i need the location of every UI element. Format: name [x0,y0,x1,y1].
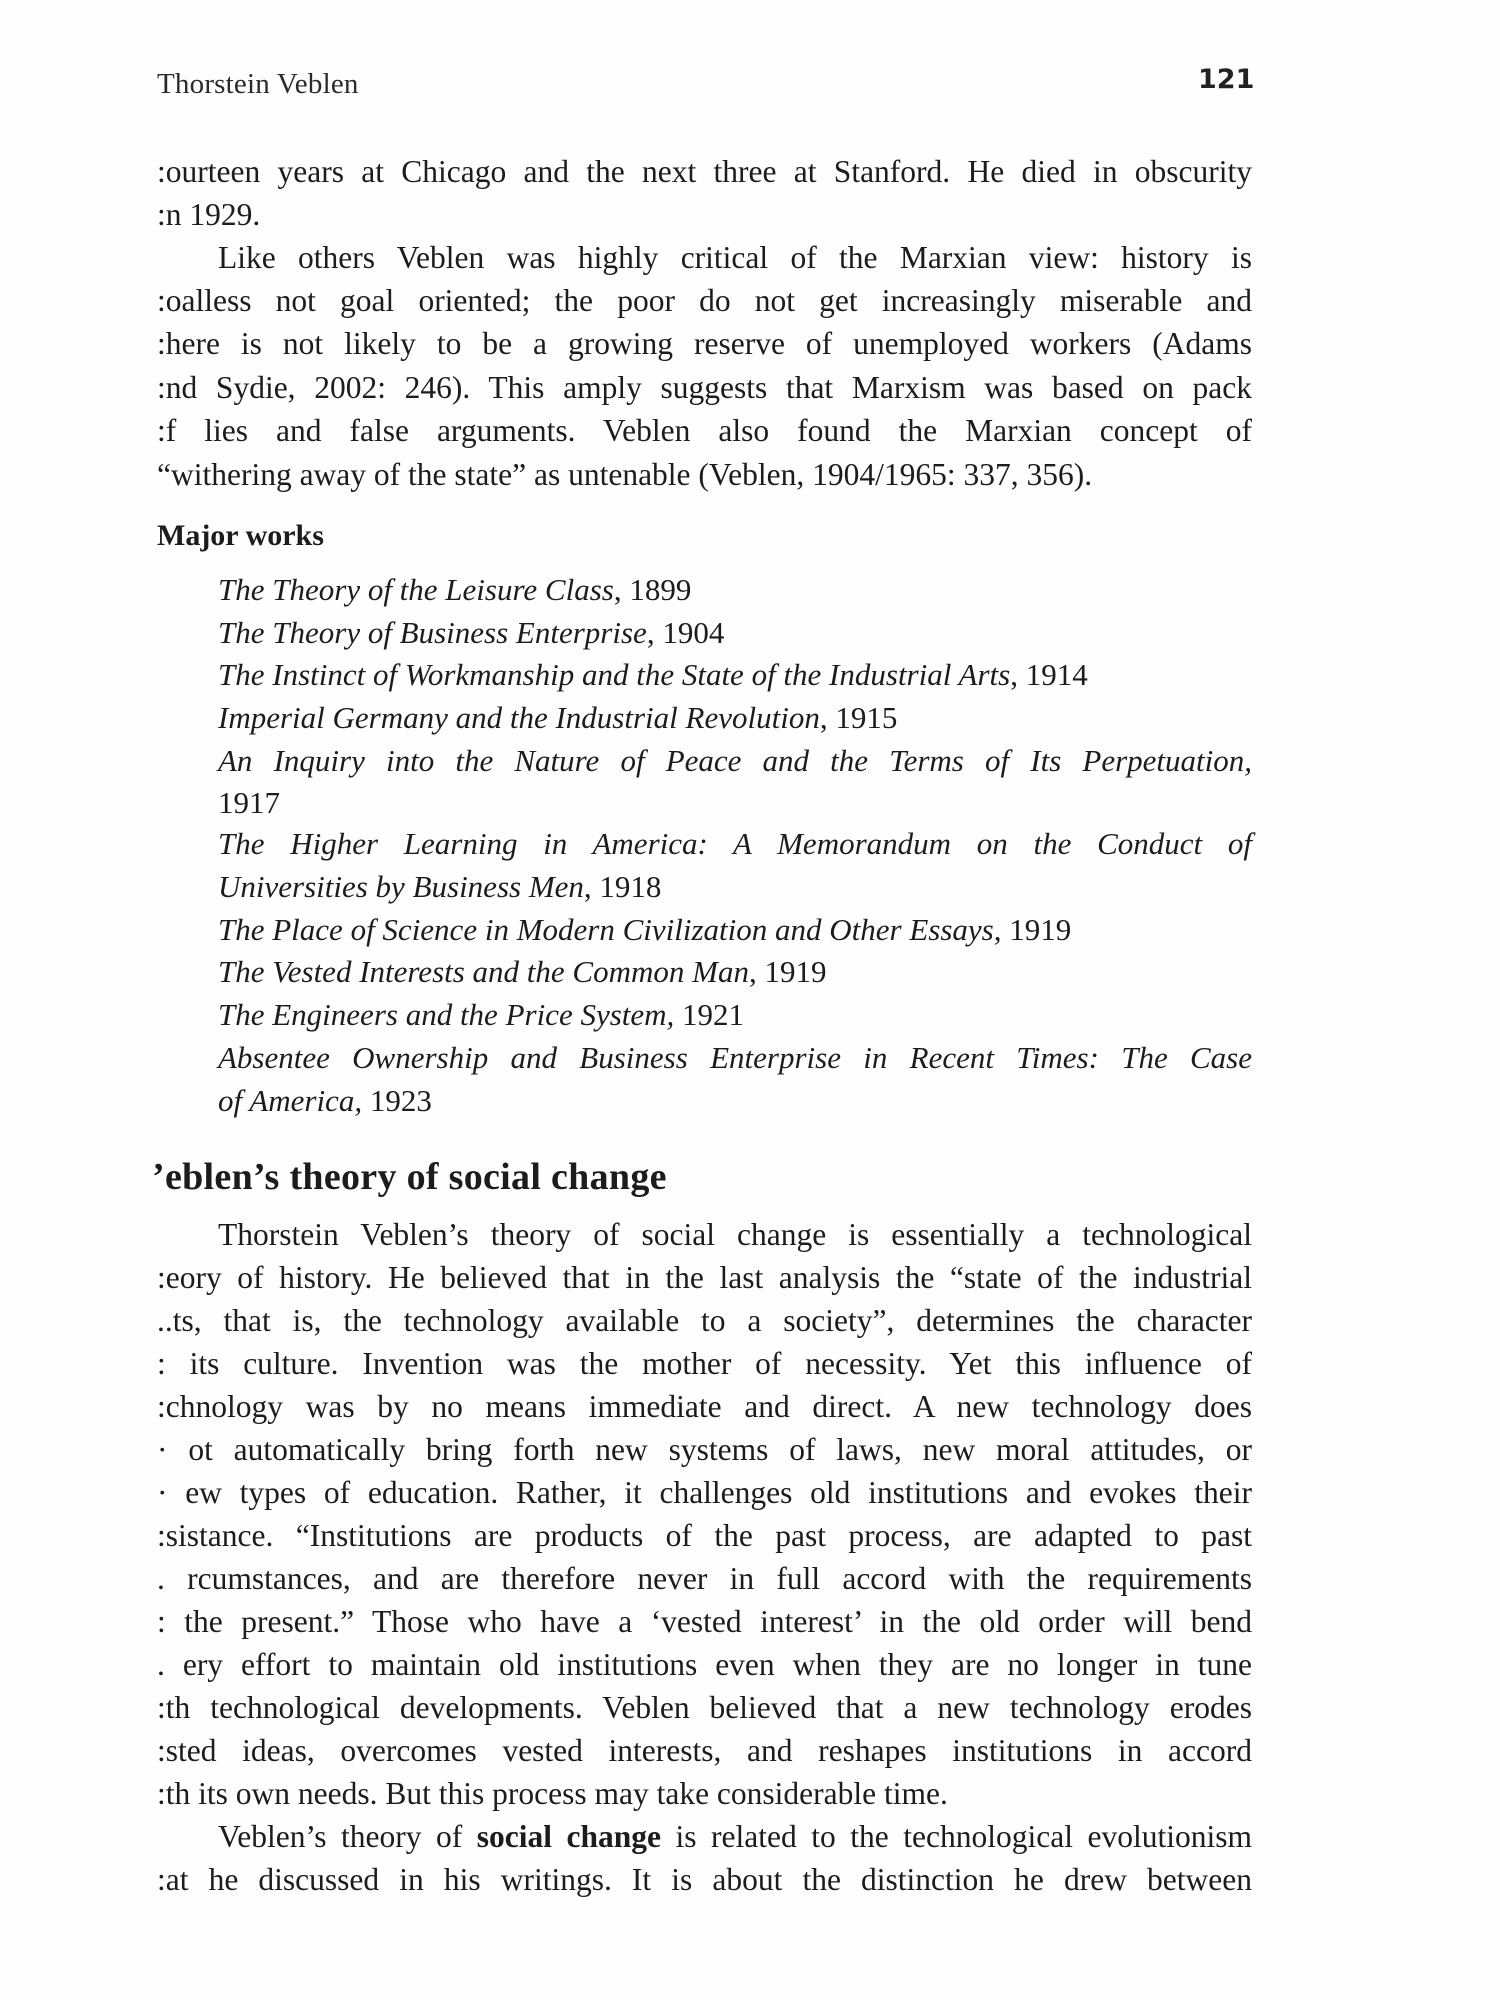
work-title: of America, [218,1083,363,1118]
text-line: · ew types of education. Rather, it challenges old institutions and evokes their [157,1475,1252,1510]
work-title: An Inquiry into the Nature of Peace and the Terms of Its Perpetuation, [218,743,1252,778]
work-title: The Theory of the Leisure Class [218,572,614,607]
text-line: :th its own needs. But this process may take considerable time. [157,1776,948,1811]
work-year: , 1914 [1010,657,1088,692]
running-title: Thorstein Veblen [157,68,359,100]
text-run: is related to the technological evolutionism [661,1819,1252,1854]
work-item [218,781,1252,824]
work-item [218,1036,1252,1079]
text-line: : the present.” Those who have a ‘vested interest’ in the old order will bend [157,1604,1252,1639]
work-item [218,739,1252,782]
text-line: . ery effort to maintain old institutions even when they are no longer in tune [157,1647,1252,1682]
work-item [218,1079,1252,1122]
text-line: :oalless not goal oriented; the poor do not get increasingly miserable and [157,283,1252,318]
text-line: :chnology was by no means immediate and direct. A new technology does [157,1389,1252,1424]
work-title: Universities by Business Men [218,869,584,904]
work-year: , 1919 [748,954,827,989]
text-line: : its culture. Invention was the mother of necessity. Yet this influence of [157,1346,1252,1381]
work-item [218,993,1252,1036]
text-line: . rcumstances, and are therefore never in full accord with the requirements [157,1561,1252,1596]
text-line: :here is not likely to be a growing reserve of unemployed workers (Adams [157,326,1252,361]
text-line [218,1815,1252,1858]
work-title: Absentee Ownership and Business Enterprise in Recent Times: The Case [218,1040,1252,1075]
work-year: 1921 [674,997,745,1032]
work-item [218,653,1252,696]
text-line: :ourteen years at Chicago and the next three at Stanford. He died in obscurity [157,154,1252,189]
major-works-heading: Major works [157,519,324,552]
work-title: The Higher Learning in America: A Memorandum on the Conduct of [218,826,1252,861]
text-line: :th technological developments. Veblen believed that a new technology erodes [157,1690,1252,1725]
text-line: :n 1929. [157,197,261,232]
text-line: ..ts, that is, the technology available to a society”, determines the character [157,1303,1252,1338]
text-line: :eory of history. He believed that in the last analysis the “state of the industrial [157,1260,1252,1295]
work-title: The Instinct of Workmanship and the State of the Industrial Arts [218,657,1011,692]
text-line: Like others Veblen was highly critical of the Marxian view: history is [218,240,1252,275]
work-item [218,822,1252,865]
work-title: The Theory of Business Enterprise [218,615,647,650]
work-item [218,865,1252,908]
text-line: :at he discussed in his writings. It is about the distinction he drew between [157,1862,1252,1897]
work-title: The Engineers and the Price System, [218,997,675,1032]
work-year: , 1918 [583,869,662,904]
bold-term: social change [476,1819,662,1854]
work-year: 1923 [362,1083,432,1118]
text-line: :sted ideas, overcomes vested interests, and reshapes institutions in accord [157,1733,1252,1768]
text-line: “withering away of the state” as untenable (Veblen, 1904/1965: 337, 356). [157,457,1093,492]
work-year: 1917 [218,785,280,820]
work-item [218,696,1252,739]
work-title: Imperial Germany and the Industrial Revolution [218,700,820,735]
work-year: , 1904 [646,615,725,650]
work-year: , 1899 [613,572,692,607]
text-line: :nd Sydie, 2002: 246). This amply suggests that Marxism was based on pack [157,370,1252,405]
text-line: Thorstein Veblen’s theory of social change is essentially a technological [218,1217,1252,1252]
section-heading: ’eblen’s theory of social change [152,1156,667,1198]
work-item [218,950,1252,993]
work-title: The Place of Science in Modern Civilization and Other Essays, [218,912,1002,947]
text-line: · ot automatically bring forth new systems of laws, new moral attitudes, or [157,1432,1252,1467]
work-year: 1919 [1001,912,1072,947]
work-item [218,611,1252,654]
work-item [218,568,1252,611]
text-line: :f lies and false arguments. Veblen also found the Marxian concept of [157,413,1252,448]
work-item [218,908,1252,951]
work-year: , 1915 [819,700,898,735]
page-number: 121 [1198,64,1255,95]
work-title: The Vested Interests and the Common Man [218,954,749,989]
text-line: :sistance. “Institutions are products of the past process, are adapted to past [157,1518,1252,1553]
text-run: Veblen’s theory of [218,1819,477,1854]
